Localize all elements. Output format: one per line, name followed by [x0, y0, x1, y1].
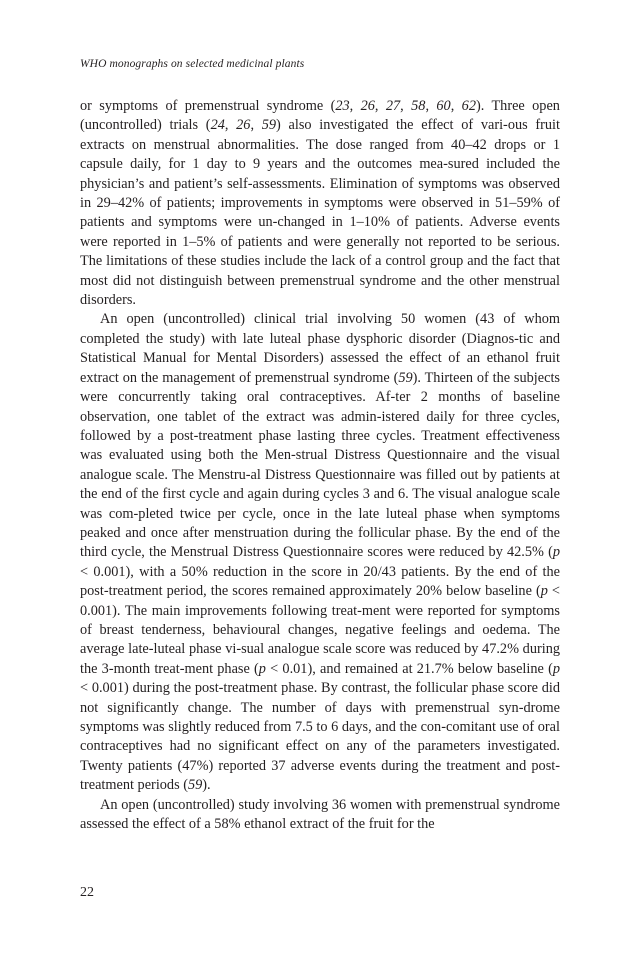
body-text — [80, 97, 560, 834]
running-head: WHO monographs on selected medicinal plants — [80, 58, 305, 70]
paragraph-3: An open (uncontrolled) study involving 36 women with premenstrual syndrome assessed the effect of a 58% ethanol extract of the fruit for the — [80, 796, 560, 833]
page-number: 22 — [80, 885, 94, 900]
paragraph-2: An open (uncontrolled) clinical trial involving 50 women (43 of whom completed the study) with late luteal phase dysphoric disorder (Diagnos-tic and Statistical Manual for Mental Disorders) assessed the effect of an ethanol fruit extract on the management of premenstrual syndrome (59). Thirteen of the subjects were concurrently taking oral contraceptives. Af-ter 2 months of baseline observation, one tablet of the extract was admin-istered daily for three cycles, followed by a post-treatment phase lasting three cycles. Treatment effectiveness was evaluated using both the Men-strual Distress Questionnaire and the visual analogue scale. The Menstru-al Distress Questionnaire was filled out by patients at the end of the first cycle and again during cycles 3 and 6. The visual analogue scale was com-pleted twice per cycle, once in the late luteal phase when symptoms peaked and once after menstruation during the follicular phase. By the end of the third cycle, the Menstrual Distress Questionnaire scores were reduced by 42.5% (p < 0.001), with a 50% reduction in the score in 20/43 patients. By the end of the post-treatment period, the scores remained approximately 20% below baseline (p < 0.001). The main improvements following treat-ment were reported for symptoms of breast tenderness, behavioural changes, negative feelings and oedema. The average late-luteal phase vi-sual analogue scale score was reduced by 47.2% during the 3-month treat-ment phase (p < 0.01), and remained at 21.7% below baseline (p < 0.001) during the post-treatment phase. By contrast, the follicular phase score did not significantly change. The number of days with premenstrual syn-drome symptoms was slightly reduced from 7.5 to 6 days, and the con-comitant use of oral contraceptives had no significant effect on any of the parameters investigated. Twenty patients (47%) reported 37 adverse events during the treatment and post-treatment periods (59). — [80, 311, 560, 794]
paragraph-1: or symptoms of premenstrual syndrome (23, 26, 27, 58, 60, 62). Three open (uncontrolled) trials (24, 26, 59) also investigated the effect of vari-ous fruit extracts on menstrual abnormalities. The dose ranged from 40–42 drops or 1 capsule daily, for 1 day to 9 years and the outcomes mea-sured included the physician’s and patient’s self-assessments. Elimination of symptoms was observed in 29–42% of patients; improvements in symptoms were observed in 51–59% of patients and symptoms were un-changed in 1–10% of patients. Adverse events were reported in 1–5% of patients and were generally not reported to be serious. The limitations of these studies include the lack of a control group and the fact that most did not distinguish between premenstrual syndrome and the other menstrual disorders. — [80, 98, 561, 309]
